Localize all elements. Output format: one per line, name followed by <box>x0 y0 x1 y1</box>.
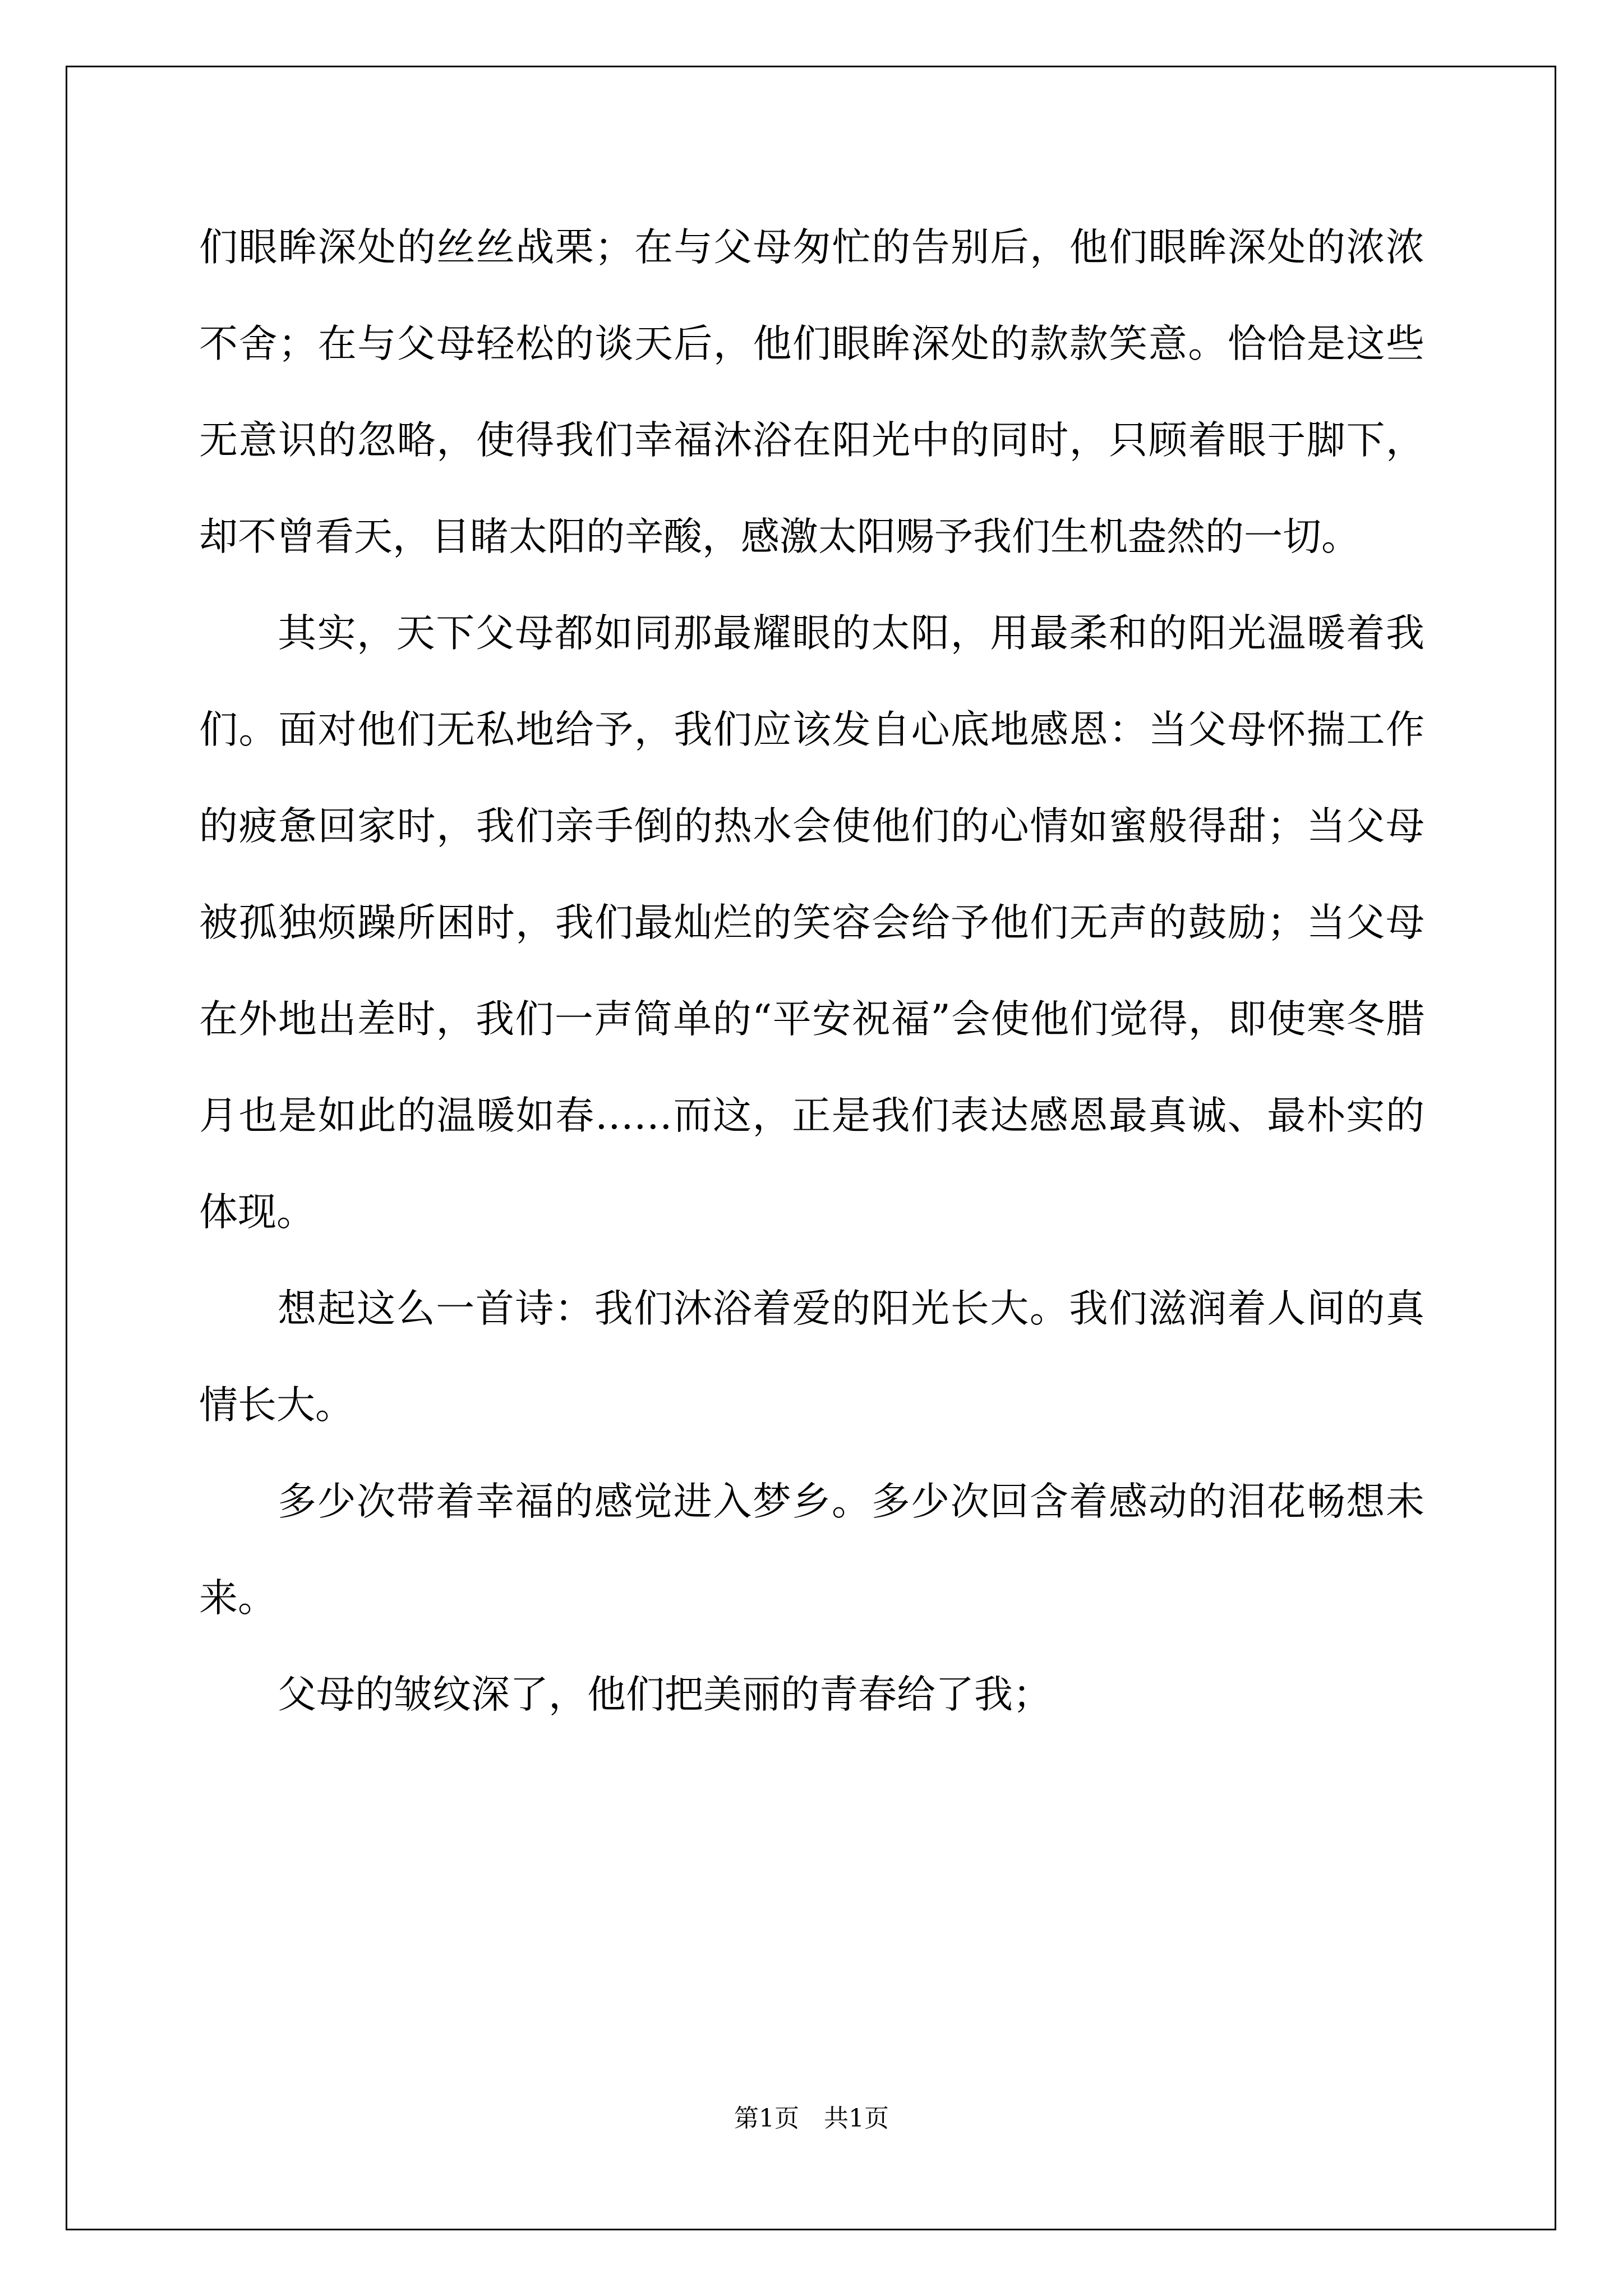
page-footer: 第1页 共1页 <box>734 2104 889 2133</box>
paragraph-2: 其实，天下父母都如同那最耀眼的太阳，用最柔和的阳光温暖着我们。面对他们无私地给予，我们应该发自心底地感恩：当父母怀揣工作的疲惫回家时，我们亲手倒的热水会使他们的心情如蜜般得甜；当父母被孤独烦躁所困时，我们最灿烂的笑容会给予他们无声的鼓励；当父母在外地出差时，我们一声简单的“平安祝福”会使他们觉得，即使寒冬腊月也是如此的温暖如春……而这，正是我们表达感恩最真诚、最朴实的体现。 <box>199 611 1424 1235</box>
paragraph-3: 想起这么一首诗：我们沐浴着爱的阳光长大。我们滋润着人间的真情长大。 <box>199 1286 1424 1428</box>
paragraph-5: 父母的皱纹深了，他们把美丽的青春给了我； <box>278 1672 1052 1717</box>
paragraph-4: 多少次带着幸福的感觉进入梦乡。多少次回含着感动的泪花畅想未来。 <box>199 1479 1424 1621</box>
paragraph-1: 们眼眸深处的丝丝战栗；在与父母匆忙的告别后，他们眼眸深处的浓浓不舍；在与父母轻松的谈天后，他们眼眸深处的款款笑意。恰恰是这些无意识的忽略，使得我们幸福沐浴在阳光中的同时，只顾着眼于脚下，却不曾看天，目睹太阳的辛酸，感激太阳赐予我们生机盎然的一切。 <box>199 225 1424 559</box>
document-body <box>199 199 1424 1743</box>
